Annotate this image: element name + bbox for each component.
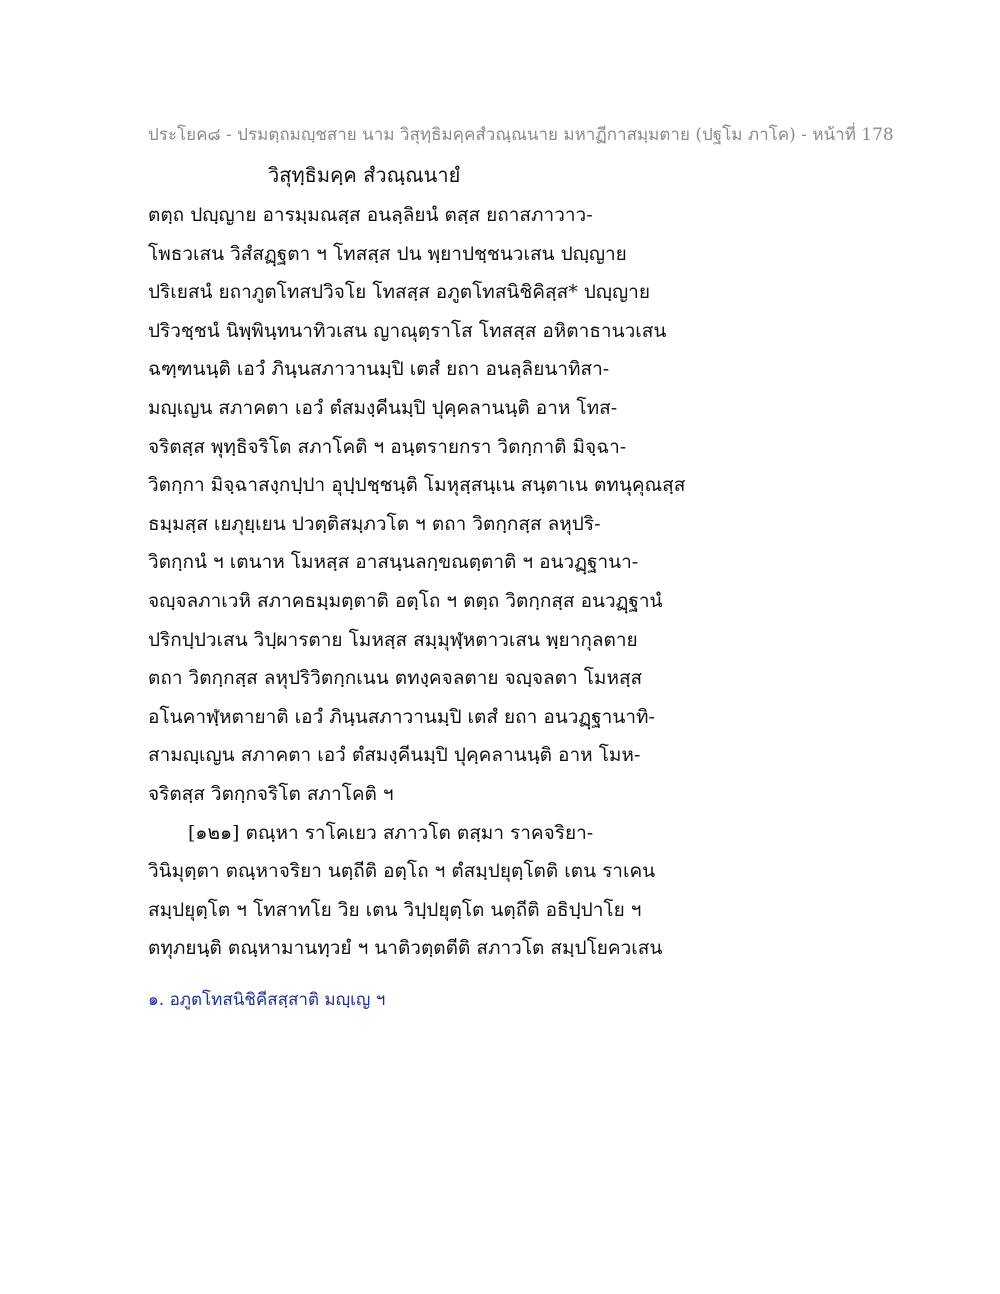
running-header: ประโยค๘ - ปรมตฺถมญฺชสาย นาม วิสุทฺธิมคฺคสํวณฺณนาย มหาฏีกาสมฺมตาย (ปฐโม ภาโค) - หน้าที่ 178	[148, 125, 894, 145]
text-line: จญฺจลภาเวหิ สภาคธมฺมตฺตาติ อตฺโถ ฯ ตตฺถ วิตกฺกสฺส อนวฏฺฐานํ	[148, 589, 663, 612]
text-line: อโนคาฬฺหตายาติ เอวํ ภินฺนสภาวานมฺปิ เตสํ ยถา อนวฏฺฐานาทิ-	[148, 705, 655, 728]
text-line: จริตสฺส วิตกฺกจริโต สภาโคติ ฯ	[148, 782, 394, 805]
text-line: ตตฺถ ปญฺญาย อารมฺมณสฺส อนลฺลิยนํ ตสฺส ยถาสภาวาว-	[148, 204, 593, 226]
text-line: วินิมุตฺตา ตณฺหาจริยา นตฺถีติ อตฺโถ ฯ ตํสมฺปยุตฺโตติ เตน ราเคน	[148, 860, 656, 883]
footnote: ๑. อภูตโทสนิชิคีสสฺสาติ มญฺเญ ฯ	[148, 990, 386, 1010]
text-line: มญฺเญน สภาคตา เอวํ ตํสมงฺคีนมฺปิ ปุคฺคลานนฺติ อาห โทส-	[148, 396, 618, 419]
text-line: ปริกปฺปวเสน วิปฺผารตาย โมหสฺส สมฺมุฬฺหตาวเสน พฺยากุลตาย	[148, 628, 638, 651]
text-line: สามญฺเญน สภาคตา เอวํ ตํสมงฺคีนมฺปิ ปุคฺคลานนฺติ อาห โมห-	[148, 744, 641, 767]
text-line: จริตสฺส พุทฺธิจริโต สภาโคติ ฯ อนฺตรายกรา วิตกฺกาติ มิจฺฉา-	[148, 435, 627, 458]
text-line: สมฺปยุตฺโต ฯ โทสาทโย วิย เตน วิปฺปยุตฺโต นตฺถีติ อธิปฺปาโย ฯ	[148, 898, 642, 921]
section-title: วิสุทฺธิมคฺค สํวณฺณนายํ	[268, 163, 461, 187]
text-line: ตถา วิตกฺกสฺส ลหุปริวิตกฺกเนน ตทงฺคจลตาย จญฺจลตา โมหสฺส	[148, 667, 643, 690]
body-text	[148, 196, 868, 968]
text-line: โพธวเสน วิสํสฏฺฐตา ฯ โทสสฺส ปน พฺยาปชฺชนวเสน ปญฺญาย	[148, 242, 627, 265]
text-line: ฉฑฺฑนนฺติ เอวํ ภินฺนสภาวานมฺปิ เตสํ ยถา อนลฺลิยนาทิสา-	[148, 358, 610, 381]
text-line: ตทุภยนฺติ ตณฺหามานทฺวยํ ฯ นาติวตฺตตีติ สภาวโต สมฺปโยควเสน	[148, 937, 663, 960]
text-line: ธมฺมสฺส เยภุยฺเยน ปวตฺติสมฺภวโต ฯ ตถา วิตกฺกสฺส ลหุปริ-	[148, 512, 601, 535]
text-line: ปริวชฺชนํ นิพฺพินฺทนาทิวเสน ญาณุตฺราโส โทสสฺส อหิตาธานวเสน	[148, 319, 667, 342]
text-line: วิตกฺกา มิจฺฉาสงฺกปฺปา อุปฺปชฺชนฺติ โมหุสฺสนฺเน สนฺตาเน ตทนุคุณสฺส	[148, 474, 686, 497]
text-line: วิตกฺกนํ ฯ เตนาห โมหสฺส อาสนฺนลกฺขณตฺตาติ ฯ อนวฏฺฐานา-	[148, 551, 639, 574]
paragraph-start-line: [๑๒๑] ตณฺหา ราโคเยว สภาวโต ตสฺมา ราคจริยา-	[188, 821, 594, 844]
text-line: ปริเยสนํ ยถาภูตโทสปวิจโย โทสสฺส อภูตโทสนิชิคิสฺส* ปญฺญาย	[148, 281, 650, 304]
